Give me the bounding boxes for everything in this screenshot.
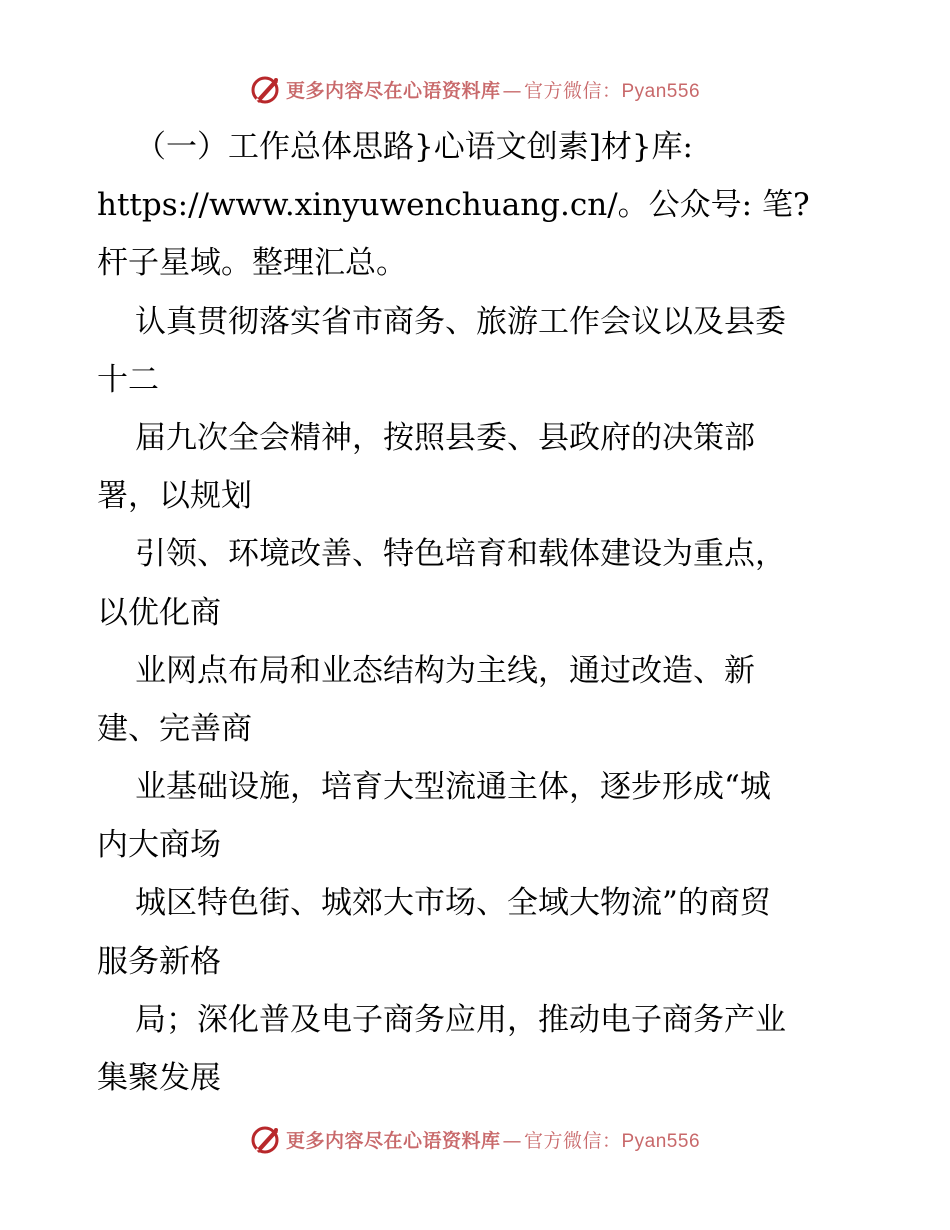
text-line: 局；深化普及电子商务应用，推动电子商务产业: [135, 1001, 786, 1038]
footer-banner: [0, 1122, 950, 1156]
header-banner-text: [286, 76, 700, 103]
footer-dash: —: [502, 1129, 522, 1152]
text-line: 业基础设施，培育大型流通主体，逐步形成“城: [135, 769, 771, 806]
text-line: 城区特色街、城郊大市场、全域大物流”的商贸: [135, 885, 771, 922]
footer-banner-text: [286, 1126, 700, 1153]
text-line: 内大商场: [97, 827, 221, 864]
text-line: 引领、环境改善、特色培育和载体建设为重点，: [135, 536, 786, 573]
text-line: 署，以规划: [97, 478, 252, 515]
text-line: 建、完善商: [97, 710, 252, 747]
text-line: 服务新格: [97, 943, 221, 980]
footer-wechat-id: Pyan556: [621, 1130, 701, 1152]
footer-site-name: 更多内容尽在心语资料库: [285, 1129, 501, 1152]
text-line: 以优化商: [97, 594, 221, 631]
text-line: 业网点布局和业态结构为主线，通过改造、新: [135, 652, 755, 689]
text-line: （一）工作总体思路}心语文创素]材}库:: [135, 129, 693, 165]
header-wechat-id: Pyan556: [621, 80, 701, 102]
pen-logo-icon: [250, 73, 282, 105]
header-dash: —: [502, 79, 522, 102]
header-wechat-label: 官方微信：: [523, 79, 622, 102]
text-line: 届九次全会精神，按照县委、县政府的决策部: [135, 419, 755, 456]
text-line: 认真贯彻落实省市商务、旅游工作会议以及县委: [135, 303, 786, 340]
text-line: 杆子星域。整理汇总。: [97, 245, 407, 282]
text-line: 集聚发展: [97, 1060, 221, 1096]
footer-wechat-label: 官方微信：: [523, 1129, 622, 1152]
pen-logo-icon: [250, 1123, 282, 1155]
body-text: [97, 118, 857, 1107]
text-line: https://www.xinyuwenchuang.cn/。公众号: 笔?: [97, 187, 810, 224]
text-line: 十二: [97, 361, 159, 398]
header-site-name: 更多内容尽在心语资料库: [285, 79, 501, 102]
header-banner: [0, 72, 950, 106]
